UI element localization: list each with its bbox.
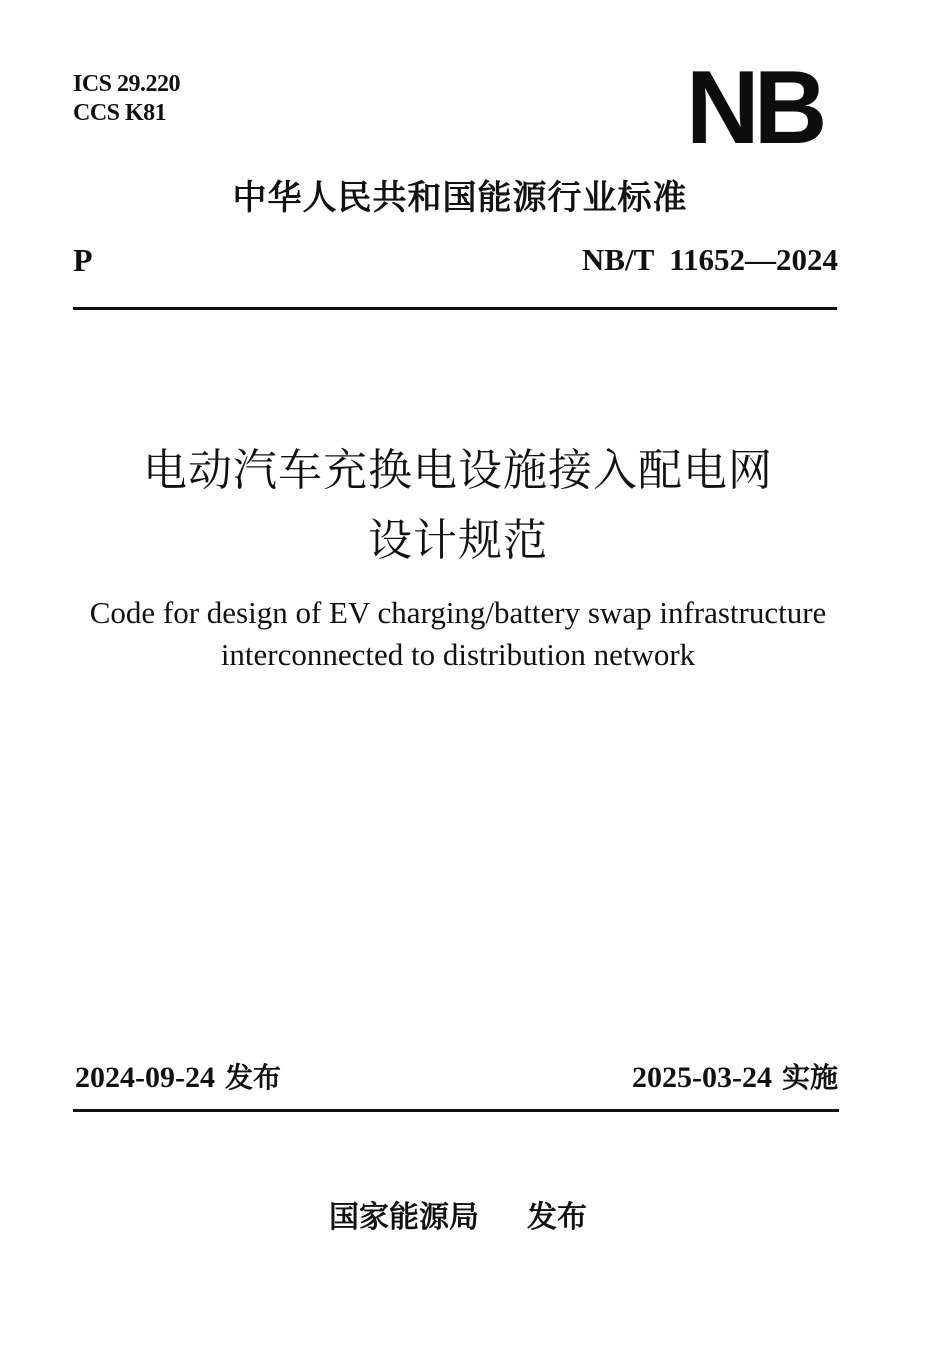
issue-date: 2024-09-24 <box>75 1061 215 1094</box>
bottom-divider <box>73 1109 839 1112</box>
ics-code: ICS 29.220 <box>73 71 181 97</box>
implement-label: 实施 <box>781 1061 838 1094</box>
title-en-line2: interconnected to distribution network <box>220 637 696 672</box>
issuer-line <box>0 1196 916 1240</box>
nb-logo: NB <box>686 50 822 166</box>
title-cn-line1: 电动汽车充换电设施接入配电网 <box>143 445 773 496</box>
standard-prefix: P <box>73 242 93 278</box>
top-divider <box>73 307 837 310</box>
implement-date-block <box>632 1058 838 1098</box>
title-cn-line2: 设计规范 <box>368 515 548 566</box>
issue-label: 发布 <box>224 1061 281 1094</box>
implement-date: 2025-03-24 <box>632 1061 772 1094</box>
classification-codes <box>73 70 180 128</box>
ccs-code: CCS K81 <box>73 100 167 126</box>
issuer-name: 国家能源局 <box>329 1200 479 1235</box>
title-en-line1: Code for design of EV charging/battery swap infrastructure <box>89 595 827 630</box>
issue-date-block <box>75 1058 281 1098</box>
issuer-action: 发布 <box>527 1200 587 1235</box>
standard-type-heading: 中华人民共和国能源行业标准 <box>232 178 688 218</box>
standard-number: NB/T 11652—2024 <box>581 242 838 277</box>
